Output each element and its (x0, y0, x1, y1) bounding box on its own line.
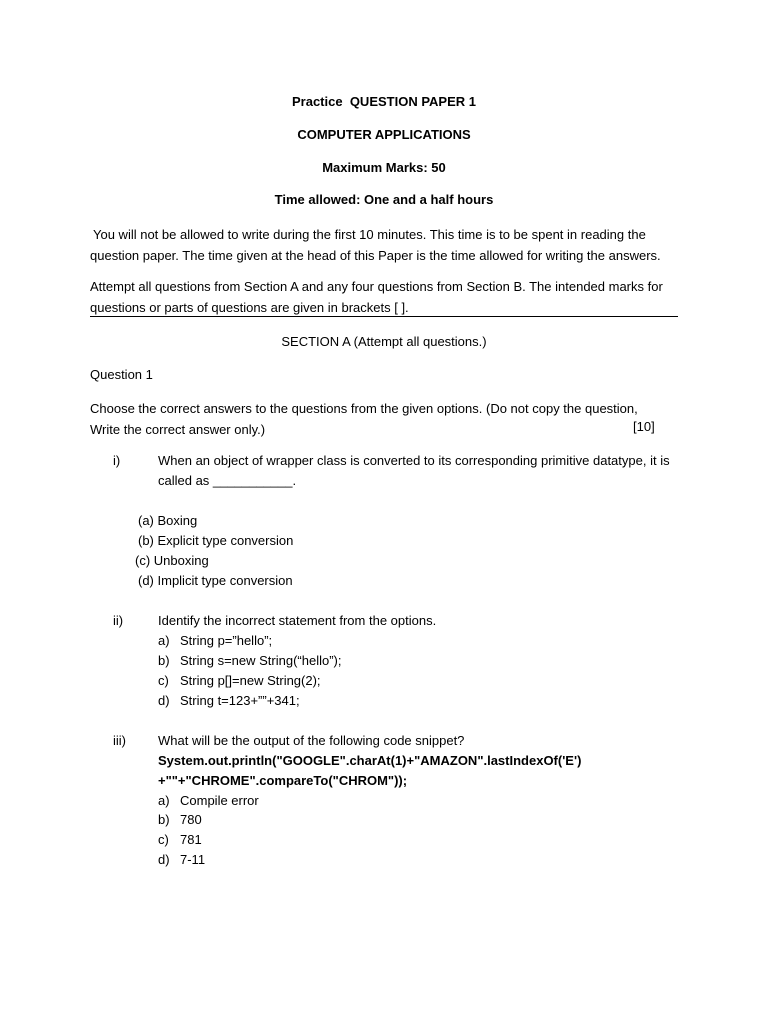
option-letter: c) (158, 832, 169, 847)
paper-title (0, 94, 768, 109)
question-ii-text: Identify the incorrect statement from the options. (158, 613, 437, 628)
question-i-option-c: (c) Unboxing (135, 553, 209, 568)
question-number-ii: ii) (113, 613, 124, 628)
option-text: String p=”hello”; (180, 633, 273, 648)
question-i-text-line-1: When an object of wrapper class is converted to its corresponding primitive datatype, it is (158, 453, 670, 468)
question-number-i: i) (113, 453, 121, 468)
option-text: 780 (180, 812, 202, 827)
option-text: String s=new String(“hello”); (180, 653, 342, 668)
question-marks: [10] (633, 419, 655, 434)
question-number-iii: iii) (113, 733, 126, 748)
divider-line (90, 316, 678, 317)
section-a-title: SECTION A (Attempt all questions.) (281, 334, 487, 349)
option-letter: d) (158, 852, 170, 867)
question-iii-option-d (158, 852, 205, 867)
paper-name: QUESTION PAPER 1 (349, 94, 476, 109)
question-iii-option-b (158, 812, 202, 827)
question-iii-text: What will be the output of the following code snippet? (158, 733, 465, 748)
time-allowed: Time allowed: One and a half hours (274, 192, 494, 207)
max-marks: Maximum Marks: 50 (322, 160, 446, 175)
section-directions: Choose the correct answers to the questions from the given options. (Do not copy the question, Write the correct answer only.) (90, 401, 638, 437)
question-i-option-b: (b) Explicit type conversion (138, 533, 294, 548)
code-snippet-line-2: +""+"CHROME".compareTo("CHROM")); (158, 773, 408, 788)
question-iii-option-a (158, 793, 259, 808)
question-ii-option-b (158, 653, 341, 668)
question-ii-option-c (158, 673, 321, 688)
question-i-option-d: (d) Implicit type conversion (138, 573, 293, 588)
question-ii-option-a (158, 633, 272, 648)
option-text: String p[]=new String(2); (180, 673, 321, 688)
instructions-paragraph-2: Attempt all questions from Section A and any four questions from Section B. The intended marks for questions or parts of questions are given in brackets [ ]. (90, 279, 663, 315)
question-i-option-a: (a) Boxing (138, 513, 198, 528)
code-snippet-line-1: System.out.println("GOOGLE".charAt(1)+"AMAZON".lastIndexOf('E') (158, 753, 582, 768)
option-letter: a) (158, 793, 170, 808)
instructions-paragraph-1: You will not be allowed to write during the first 10 minutes. This time is to be spent in reading the question paper. The time given at the head of this Paper is the time allowed for writing the answers. (90, 227, 661, 263)
question-ii-option-d (158, 693, 300, 708)
option-text: 7-11 (180, 852, 206, 867)
option-letter: b) (158, 812, 170, 827)
option-letter: d) (158, 693, 170, 708)
practice-label: Practice (291, 94, 343, 109)
subject-title: COMPUTER APPLICATIONS (297, 127, 471, 142)
option-text: 781 (180, 832, 202, 847)
option-letter: b) (158, 653, 170, 668)
option-text: String t=123+””+341; (180, 693, 300, 708)
option-letter: c) (158, 673, 169, 688)
question-iii-option-c (158, 832, 202, 847)
question-label: Question 1 (90, 367, 153, 382)
option-text: Compile error (180, 793, 259, 808)
option-letter: a) (158, 633, 170, 648)
question-i-text-line-2: called as ___________. (158, 473, 297, 488)
